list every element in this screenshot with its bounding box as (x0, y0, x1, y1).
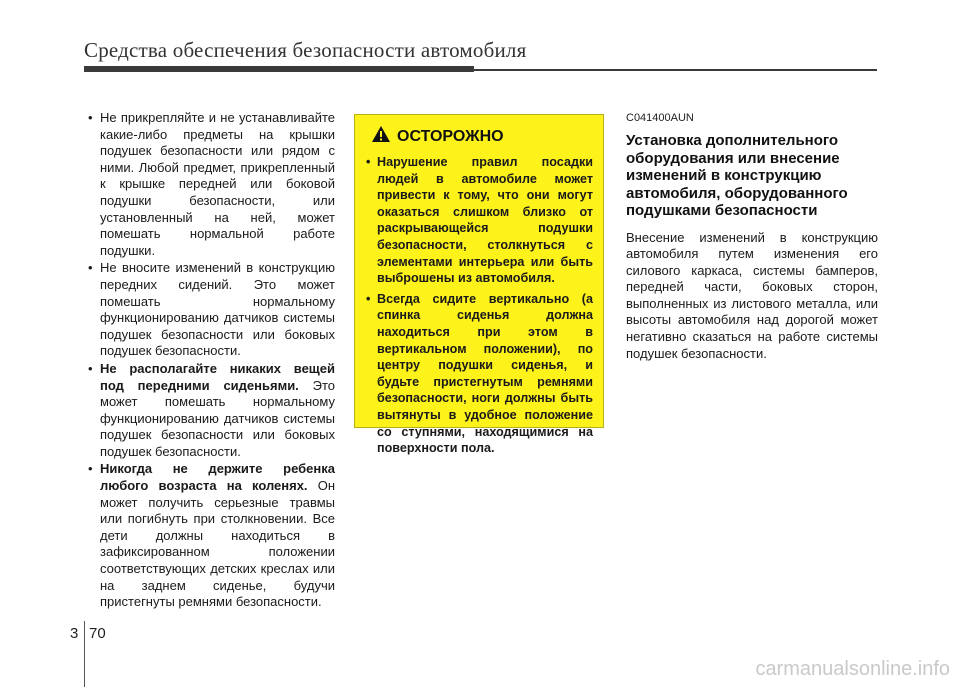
watermark: carmanualsonline.info (755, 658, 950, 680)
warning-triangle-icon (371, 125, 391, 148)
section-title: Установка дополнительного оборудования или внесение изменений в конструкцию автомобиля, оборудованного подушками безопасности (626, 132, 848, 219)
bullet-text: Не вносите изменений в конструкцию передних сидений. Это может помешать нормальному функционированию датчиков системы подушек безопасности или боковых подушек безопасности. (100, 260, 335, 359)
bullet-item (87, 260, 335, 360)
bullet-bold: Не располагайте никаких вещей под передними сиденьями. (100, 360, 335, 393)
header-bar (84, 66, 474, 72)
bullet-text: Не прикрепляйте и не устанавливайте какие-либо предметы на крышки подушек безопасности или рядом с ними. Любой предмет, прикрепленный к крышке передней или боковой подушки безопасности, или установленный на ней, может помешать нормальной работе подушки. (100, 110, 335, 258)
bullet-bold: Никогда не держите ребенка любого возраста на коленях. (100, 461, 335, 494)
bullet-text: Он может получить серьезные травмы или погибнуть при столкновении. Все дети должны находиться в зафиксированном положении соответствующих детских креслах или на заднем сиденье, будучи пристегнуты ремнями безопасности. (100, 478, 336, 610)
bullet-text: Это может помешать нормальному функционированию датчиков системы подушек безопасности или боковых подушек безопасности. (100, 377, 335, 459)
section-body: Внесение изменений в конструкцию автомобиля путем изменения его силового каркаса, системы бамперов, передней части, боковых сторон, выполненных из листового металла, или высоты автомобиля над дорогой может негативно сказаться на работе системы подушек безопасности. (626, 229, 878, 361)
bullet-item (87, 461, 335, 610)
footer-page-number: 70 (89, 625, 106, 642)
warning-heading (371, 125, 593, 148)
warning-item: • Нарушение правил посадки людей в автомобиле может привести к тому, что они могут оказаться слишком близко от раскрывающейся подушки безопасности, столкнуться с элементами интерьера или быть выброшены из автомобиля. (365, 154, 593, 287)
footer-section-number: 3 (70, 625, 79, 642)
right-column (626, 112, 878, 362)
footer-separator (84, 621, 85, 687)
header-line (474, 69, 877, 71)
warning-heading-text: ОСТОРОЖНО (397, 127, 504, 145)
section-code: C041400AUN (626, 112, 694, 124)
warning-item: • Всегда сидите вертикально (а спинка сиденья должна находиться при этом в вертикальном положении), по центру подушки сиденья, и будьте пристегнутым ремнями безопасности, ноги должны быть вытянуты в удобное положение со ступнями, находящимися на поверхности пола. (365, 291, 593, 457)
left-column (87, 110, 335, 612)
page-header-title: Средства обеспечения безопасности автомобиля (84, 38, 527, 62)
bullet-item (87, 110, 335, 259)
warning-box (354, 114, 604, 456)
bullet-item (87, 361, 335, 461)
